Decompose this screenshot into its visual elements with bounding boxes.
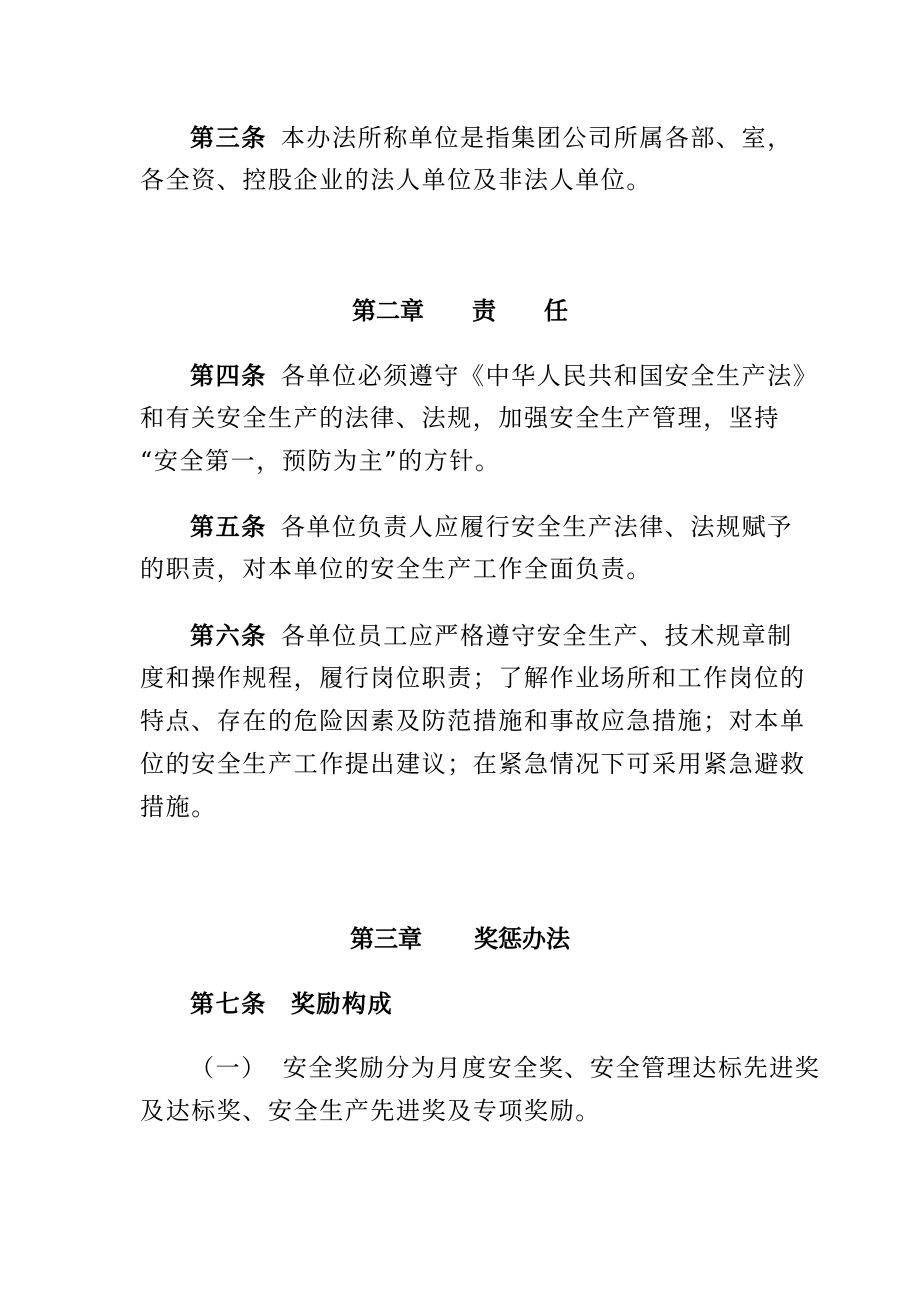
article-7-title: 奖励构成 (290, 989, 394, 1018)
article-4-number: 第四条 (190, 361, 267, 390)
article-5-number: 第五条 (190, 512, 267, 541)
article-5-text-line-1: 各单位负责人应履行安全生产法律、法规赋予 (280, 513, 793, 541)
article-6-number: 第六条 (190, 621, 267, 650)
item-1-text-line-1: 安全奖励分为月度安全奖、安全管理达标先进奖 (282, 1054, 821, 1082)
article-7-number: 第七条 (190, 989, 267, 1018)
article-6-text-line-5: 措施。 (140, 793, 217, 821)
article-5 (140, 505, 793, 591)
article-6-text-line-1: 各单位员工应严格遵守安全生产、技术规章制 (280, 622, 793, 650)
article-6-text-line-4: 位的安全生产工作提出建议；在紧急情况下可采用紧急避救 (140, 750, 806, 778)
article-5-text-line-2: 的职责，对本单位的安全生产工作全面负责。 (140, 555, 652, 583)
article-6-text-line-3: 特点、存在的危险因素及防范措施和事故应急措施；对本单 (140, 707, 806, 735)
article-3 (140, 116, 793, 202)
article-3-number: 第三条 (190, 123, 267, 152)
chapter-3-number: 第三章 (350, 924, 422, 953)
item-1 (140, 1047, 821, 1133)
article-6 (140, 614, 806, 829)
item-1-marker: （一） (190, 1054, 267, 1082)
chapter-2-title-part-2: 任 (544, 296, 568, 325)
article-4-text-line-3: “安全第一，预防为主”的方针。 (140, 447, 501, 475)
chapter-2-number: 第二章 (352, 296, 424, 325)
article-3-text-line-2: 各全资、控股企业的法人单位及非法人单位。 (140, 166, 652, 194)
chapter-2-heading (0, 289, 920, 332)
article-4-text-line-2: 和有关安全生产的法律、法规，加强安全生产管理，坚持 (140, 404, 780, 432)
article-6-text-line-2: 度和操作规程，履行岗位职责；了解作业场所和工作岗位的 (140, 664, 806, 692)
chapter-3-title: 奖惩办法 (474, 924, 570, 953)
article-4 (140, 354, 819, 483)
article-4-text-line-1: 各单位必须遵守《中华人民共和国安全生产法》 (280, 362, 819, 390)
article-7-heading (140, 982, 790, 1025)
item-1-text-line-2: 及达标奖、安全生产先进奖及专项奖励。 (140, 1097, 601, 1125)
chapter-2-title-part-1: 责 (472, 296, 496, 325)
chapter-3-heading (0, 917, 920, 960)
article-3-text-line-1: 本办法所称单位是指集团公司所属各部、室， (280, 124, 793, 152)
